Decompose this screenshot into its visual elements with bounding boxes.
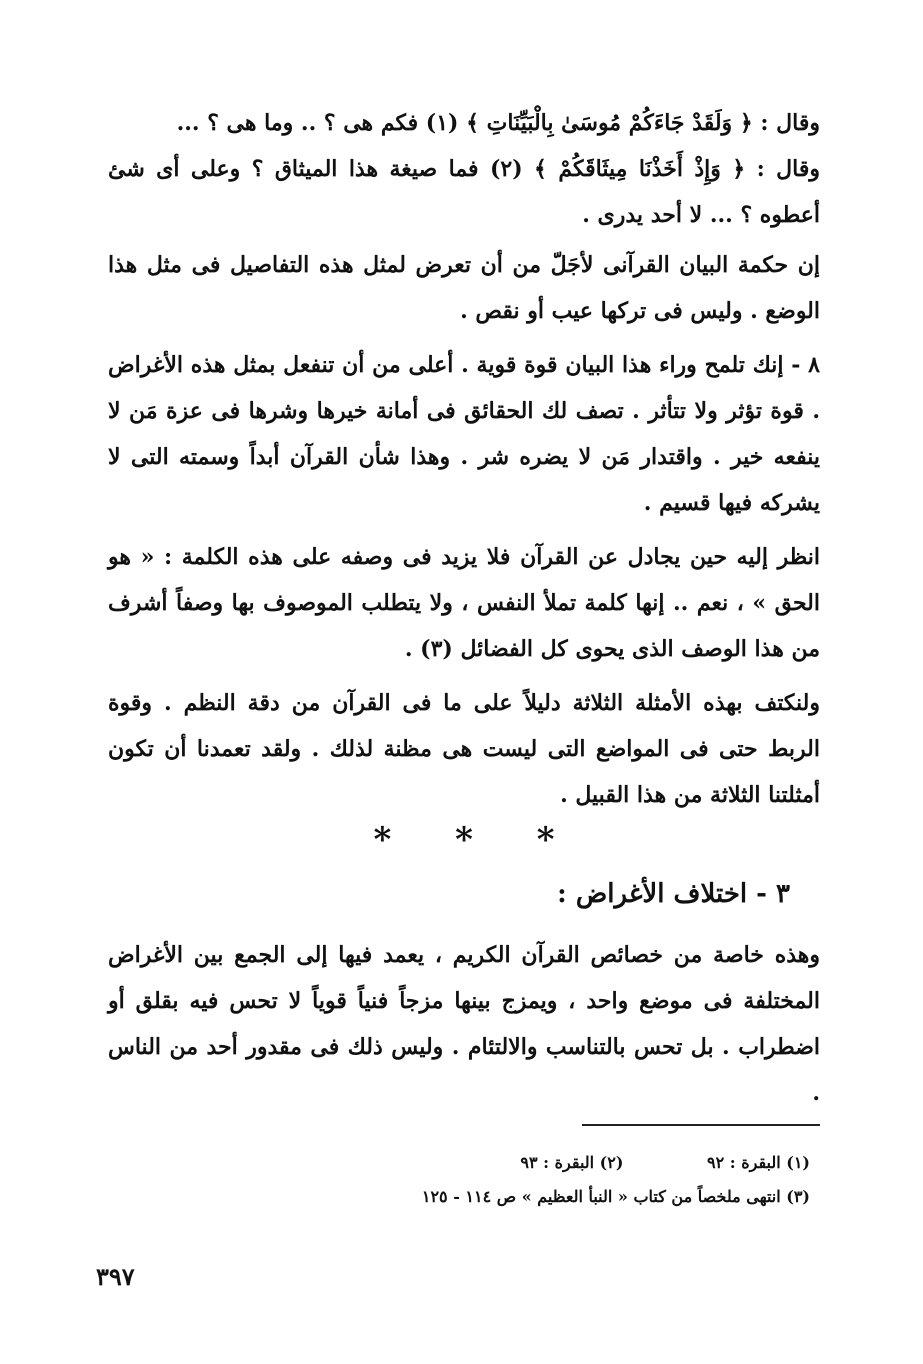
section-heading: ٣ - اختلاف الأغراض :: [557, 879, 790, 909]
paragraph-examples: ولنكتف بهذه الأمثلة الثلاثة دليلاً على ما فى القرآن من دقة النظم . وقوة الربط حتى فى المواضع التى ليست هى مظنة لذلك . ولقد تعمدنا أن تكون أمثلتنا الثلاثة من هذا القبيل .: [108, 690, 820, 808]
asterisk-icon: *: [373, 820, 392, 860]
paragraph-diverse-purposes: وهذه خاصة من خصائص القرآن الكريم ، يعمد فيها إلى الجمع بين الأغراض المختلفة فى موضع واحد ، ويمزج بينها مزجاً فنياً قوياً لا تحس فيه بقلق أو اضطراب . بل تحس بالتناسب والالتئام . وليس ذلك فى مقدور أحد من الناس .: [108, 942, 820, 1106]
top-paragraphs: [108, 100, 820, 818]
page-number: ٣٩٧: [96, 1262, 135, 1291]
footnote-divider: [582, 1124, 820, 1126]
paragraph-wisdom: إن حكمة البيان القرآنى لأجَلّ من أن تعرض لمثل هذه التفاصيل فى مثل هذا الوضع . وليس فى تركها عيب أو نقص .: [108, 252, 820, 324]
footnote-3: (٣) انتهى ملخصاً من كتاب « النبأ العظيم » ص ١١٤ - ١٢٥: [421, 1187, 810, 1206]
footnote-row: [108, 1146, 810, 1180]
footnote-1: (١) البقرة : ٩٢: [707, 1153, 810, 1172]
asterisk-icon: *: [536, 820, 555, 860]
asterisk-icon: *: [455, 820, 473, 860]
section-separator: [108, 820, 820, 860]
paragraph-truth: انظر إليه حين يجادل عن القرآن فلا يزيد فى وصفه على هذه الكلمة : « هو الحق » ، نعم .. إنها كلمة تملأ النفس ، ولا يتطلب الموصوف بها وصفاً أشرف من هذا الوصف الذى يحوى كل الفضائل (٣) .: [108, 544, 820, 662]
footnotes: [108, 1146, 820, 1214]
section-body: [108, 932, 820, 1116]
paragraph-point-8: ٨ - إنك تلمح وراء هذا البيان قوة قوية . أعلى من أن تنفعل بمثل هذه الأغراض . قوة تؤثر ولا تتأثر . تصف لك الحقائق فى أمانة خيرها وشرها فى عزة مَن لا ينفعه خير . واقتدار مَن لا يضره شر . وهذا شأن القرآن أبداً وسمته التى لا يشركه فيها قسيم .: [108, 352, 820, 516]
paragraph-verse-covenant: وقال : ﴿ وَإِذْ أَخَذْنَا مِيثَاقَكُمْ ﴾ (٢) فما صيغة هذا الميثاق ؟ وعلى أى شئ أعطوه ؟ ... لا أحد يدرى .: [108, 156, 820, 228]
paragraph-verse-moses: وقال : ﴿ وَلَقَدْ جَاءَكُمْ مُوسَىٰ بِالْبَيِّنَاتِ ﴾ (١) فكم هى ؟ .. وما هى ؟ ...: [176, 110, 820, 136]
footnote-2: (٢) البقرة : ٩٣: [520, 1153, 624, 1172]
